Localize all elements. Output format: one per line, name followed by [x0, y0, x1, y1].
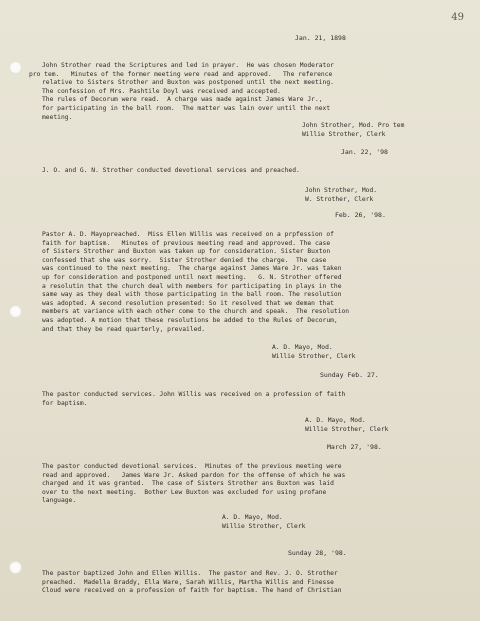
- minutes-line: Cloud were received on a profession of faith for baptism. The hand of Christian: [42, 587, 342, 595]
- binder-hole: [9, 561, 22, 574]
- entry-date: Sunday 28, '98.: [288, 549, 347, 557]
- signature-line: Willie Strother, Clerk: [272, 352, 356, 360]
- minutes-line: The confession of Mrs. Pashtile Doyl was received and accepted.: [42, 87, 281, 95]
- minutes-line: The pastor conducted devotional services. Minutes of the previous meeting were: [42, 463, 342, 470]
- minutes-line: John Strother read the Scriptures and led in prayer. He was chosen Moderator: [42, 62, 334, 69]
- minutes-line: over to the next meeting. Bother Lew Buxton was excluded for using profane: [42, 488, 327, 496]
- minutes-line: faith for baptism. Minutes of previous meeting read and approved. The case: [42, 239, 331, 247]
- entry-date: Jan. 21, 1898: [295, 34, 346, 42]
- minutes-line: relative to Sisters Strother and Buxton was postponed until the next meeting.: [42, 79, 334, 87]
- minutes-line: Pastor A. D. Mayopreached. Miss Ellen Willis was received on a prpfession of: [42, 231, 334, 238]
- entry-date: March 27, '98.: [327, 443, 382, 451]
- signature-line: A. D. Mayo, Mod.: [222, 514, 283, 521]
- signature-line: A. D. Mayo, Mod.: [272, 344, 333, 351]
- minutes-line: The pastor baptized John and Ellen Willis. The pastor and Rev. J. O. Strother: [42, 570, 338, 577]
- minutes-line: was continued to the next meeting. The charge against James Ware Jr. was taken: [42, 265, 342, 273]
- signature-line: W. Strother, Clerk: [305, 195, 374, 203]
- binder-hole: [9, 305, 22, 318]
- minutes-line: read and approved. James Ware Jr. Asked pardon for the offense of which he was: [42, 471, 346, 479]
- minutes-line: pro tem. Minutes of the former meeting were read and approved. The reference: [29, 70, 333, 78]
- minutes-line: and that they be read quarterly, prevailed.: [42, 325, 206, 333]
- signature-line: John Strother, Mod.: [305, 187, 378, 194]
- minutes-line: members at variance with each other come to the church and speak. The resolution: [42, 308, 350, 316]
- entry-date: Sunday Feb. 27.: [320, 371, 379, 379]
- minutes-line: for participating in the ball room. The matter was lain over until the next: [42, 105, 331, 112]
- minutes-line: The rules of Decorum were read. A charge was made against James Ware Jr.,: [42, 96, 323, 104]
- minutes-line: preached. Madella Braddy, Ella Ware, Sarah Willis, Martha Willis and Finesse: [42, 578, 334, 586]
- minutes-line: up for consideration and postponed until next meeting. G. N. Strother offered: [42, 274, 342, 281]
- page-number: 49: [451, 12, 464, 23]
- minutes-line: of Sisters Strother and Buxton was taken up for consideration. Sister Buxton: [42, 248, 331, 256]
- minutes-line: was adopted. A second resolution presented: So it resolved that we deman that: [42, 299, 334, 307]
- minutes-line: J. O. and G. N. Strother conducted devotional services and preached.: [42, 167, 300, 174]
- minutes-line: same way as they deal with those participating in the ball room. The resolution: [42, 291, 342, 299]
- entry-date: Feb. 26, '98.: [335, 211, 386, 219]
- signature-line: Willie Strother, Clerk: [222, 522, 306, 530]
- minutes-line: was adopted. A motion that these resolutions be added to the Rules of Decorum,: [42, 317, 338, 324]
- signature-line: A. D. Mayo, Mod.: [305, 417, 366, 424]
- signature-line: Willie Strother, Clerk: [302, 130, 386, 138]
- minutes-line: meeting.: [42, 113, 73, 121]
- minutes-line: a resolutin that the church deal with members for participating in plays in the: [42, 282, 342, 290]
- minutes-line: charged and it was granted. The case of Sisters Strother ans Buxton was laid: [42, 480, 334, 488]
- minutes-line: The pastor conducted services. John Willis was received on a profession of faith: [42, 391, 346, 398]
- signature-line: Willie Strother, Clerk: [305, 425, 389, 433]
- entry-date: Jan. 22, '98: [341, 148, 388, 156]
- minutes-line: confessed that she was sorry. Sister Strother denied the charge. The case: [42, 256, 327, 264]
- signature-line: John Strother, Mod. Pro tem: [302, 122, 405, 129]
- minutes-line: for baptism.: [42, 399, 88, 407]
- binder-hole: [9, 61, 22, 74]
- minutes-line: language.: [42, 497, 77, 505]
